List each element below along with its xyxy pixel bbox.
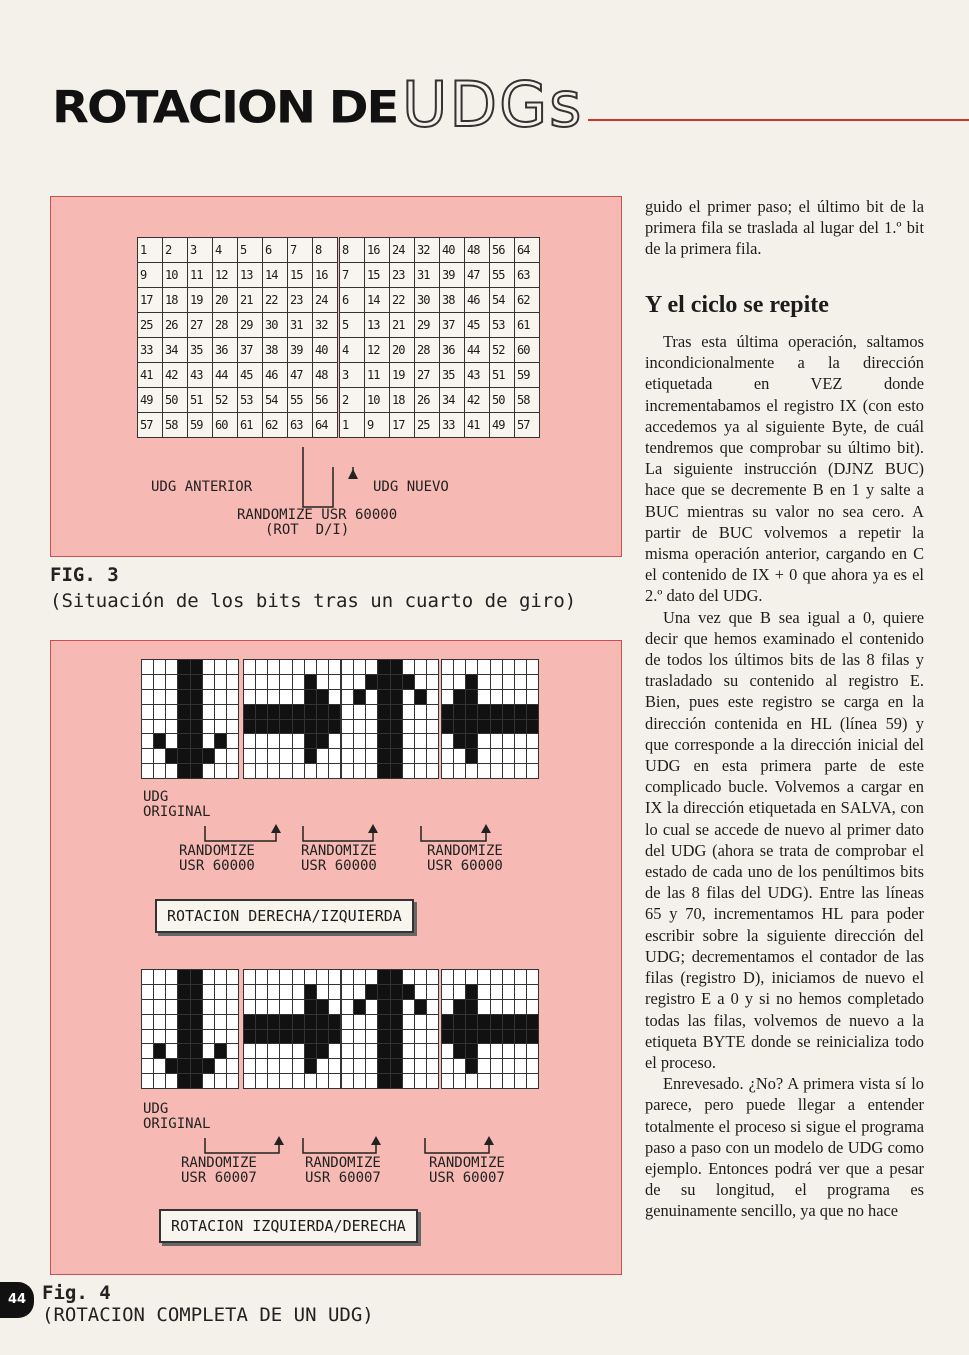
bit-cell: 25	[415, 413, 440, 438]
randomize-label: RANDOMIZE	[179, 843, 255, 859]
rotation-left-right-box: ROTACION IZQUIERDA/DERECHA	[159, 1209, 418, 1243]
bit-cell: 30	[415, 288, 440, 313]
bit-cell: 33	[138, 338, 163, 363]
bit-cell: 23	[288, 288, 313, 313]
bit-cell: 52	[490, 338, 515, 363]
bit-cell: 29	[238, 313, 263, 338]
bit-cell: 1	[138, 238, 163, 263]
bit-cell: 35	[188, 338, 213, 363]
bit-cell: 28	[415, 338, 440, 363]
randomize-label: RANDOMIZE	[181, 1155, 257, 1171]
section-subhead: Y el ciclo se repite	[645, 292, 829, 318]
bit-cell: 54	[263, 388, 288, 413]
command-randomize: RANDOMIZE USR 60000	[237, 507, 398, 523]
bit-cell: 26	[163, 313, 188, 338]
bit-cell: 3	[340, 363, 365, 388]
usr-label: USR 60000	[179, 858, 255, 874]
bit-cell: 8	[313, 238, 338, 263]
bit-cell: 34	[440, 388, 465, 413]
original-label-1: ORIGINAL	[143, 804, 211, 820]
bit-cell: 57	[515, 413, 540, 438]
title-bold: ROTACION DE	[52, 82, 398, 134]
paragraph-1: Tras esta última operación, saltamos incondicionalmente a la dirección etiquetada en VEZ donde incrementabamos el registro IX (con esto accedemos ya al siguiente Byte, de cuál tendremos que comprobar su último bit). La siguiente instrucción (DJNZ BUC) hace que se decremente B en 1 y salte a BUC mientras su valor no sea cero. A partir de BUC volvemos a repetir la misma operación anterior, cargando en C el contenido de IX + 0 que ahora ya es el 2.º dato del UDG.	[645, 332, 924, 606]
bit-cell: 41	[138, 363, 163, 388]
figure-3-panel	[50, 196, 622, 557]
bit-cell: 9	[365, 413, 390, 438]
bit-cell: 54	[490, 288, 515, 313]
usr-label: USR 60007	[181, 1170, 257, 1186]
bit-cell: 48	[313, 363, 338, 388]
bit-cell: 20	[213, 288, 238, 313]
command-rot: (ROT D/I)	[265, 522, 350, 538]
bit-cell: 36	[213, 338, 238, 363]
bit-cell: 23	[390, 263, 415, 288]
bit-cell: 14	[365, 288, 390, 313]
bit-cell: 30	[263, 313, 288, 338]
usr-label: USR 60000	[427, 858, 503, 874]
bit-cell: 21	[390, 313, 415, 338]
bit-cell: 32	[415, 238, 440, 263]
rotation-right-left-box: ROTACION DERECHA/IZQUIERDA	[155, 899, 414, 933]
title-outline: UDGs	[402, 68, 584, 141]
bit-cell: 61	[515, 313, 540, 338]
bit-cell: 55	[288, 388, 313, 413]
bit-cell: 39	[288, 338, 313, 363]
randomize-label: RANDOMIZE	[429, 1155, 505, 1171]
usr-label: USR 60000	[301, 858, 377, 874]
usr-label: USR 60007	[305, 1170, 381, 1186]
paragraph-3: Enrevesado. ¿No? A primera vista sí lo parece, pero puede llegar a entender totalmente el proceso si sigue el programa paso a paso con un modelo de UDG como ejemplo. Entonces podrá ver que a pesar de su longitud, el programa es genuinamente sencillo, ya que no hace	[645, 1074, 924, 1221]
bit-cell: 10	[163, 263, 188, 288]
bit-cell: 29	[415, 313, 440, 338]
bit-cell: 52	[213, 388, 238, 413]
bit-cell: 49	[138, 388, 163, 413]
bit-cell: 28	[213, 313, 238, 338]
bit-cell: 40	[440, 238, 465, 263]
bit-cell: 13	[365, 313, 390, 338]
bit-cell: 43	[188, 363, 213, 388]
bit-cell: 42	[163, 363, 188, 388]
bit-cell: 31	[288, 313, 313, 338]
intro-paragraph: guido el primer paso; el último bit de la primera fila se traslada al lugar del 1.º bit de la primera fila.	[645, 197, 924, 259]
bit-cell: 19	[390, 363, 415, 388]
bit-cell: 18	[390, 388, 415, 413]
bit-cell: 27	[188, 313, 213, 338]
bit-cell: 34	[163, 338, 188, 363]
bit-cell: 57	[138, 413, 163, 438]
figure-3-connector	[51, 197, 621, 556]
bit-cell: 27	[415, 363, 440, 388]
bit-cell: 20	[390, 338, 415, 363]
bit-cell: 12	[213, 263, 238, 288]
bit-cell: 2	[163, 238, 188, 263]
bit-cell: 6	[340, 288, 365, 313]
original-label-2: ORIGINAL	[143, 1116, 211, 1132]
bit-cell: 15	[288, 263, 313, 288]
bit-cell: 22	[263, 288, 288, 313]
bit-cell: 18	[163, 288, 188, 313]
bit-cell: 44	[213, 363, 238, 388]
title-rule	[588, 119, 969, 121]
bit-cell: 56	[313, 388, 338, 413]
bit-cell: 50	[490, 388, 515, 413]
usr-label: USR 60007	[429, 1170, 505, 1186]
bit-cell: 58	[163, 413, 188, 438]
bit-cell: 46	[263, 363, 288, 388]
body-text	[645, 331, 924, 1222]
bit-cell: 56	[490, 238, 515, 263]
bit-cell: 4	[340, 338, 365, 363]
bit-cell: 1	[340, 413, 365, 438]
bit-cell: 53	[238, 388, 263, 413]
bit-cell: 24	[313, 288, 338, 313]
bit-cell: 42	[465, 388, 490, 413]
bit-cell: 45	[465, 313, 490, 338]
bit-cell: 55	[490, 263, 515, 288]
bit-cell: 17	[390, 413, 415, 438]
bit-cell: 44	[465, 338, 490, 363]
fig4-caption-title: Fig. 4	[42, 1282, 111, 1304]
bit-cell: 16	[313, 263, 338, 288]
bit-cell: 62	[515, 288, 540, 313]
bit-cell: 7	[288, 238, 313, 263]
bit-cell: 43	[465, 363, 490, 388]
bit-cell: 11	[365, 363, 390, 388]
udg-label-1: UDG	[143, 789, 169, 805]
bit-cell: 6	[263, 238, 288, 263]
randomize-label: RANDOMIZE	[427, 843, 503, 859]
bit-cell: 38	[263, 338, 288, 363]
bit-cell: 58	[515, 388, 540, 413]
bit-cell: 47	[465, 263, 490, 288]
bit-cell: 5	[238, 238, 263, 263]
fig4-caption-text: (ROTACION COMPLETA DE UN UDG)	[42, 1304, 374, 1326]
bit-cell: 19	[188, 288, 213, 313]
bit-cell: 48	[465, 238, 490, 263]
bit-cell: 2	[340, 388, 365, 413]
bit-cell: 60	[213, 413, 238, 438]
bit-cell: 10	[365, 388, 390, 413]
bit-cell: 37	[440, 313, 465, 338]
bit-cell: 36	[440, 338, 465, 363]
randomize-label: RANDOMIZE	[301, 843, 377, 859]
bit-cell: 15	[365, 263, 390, 288]
bit-cell: 39	[440, 263, 465, 288]
bit-cell: 64	[313, 413, 338, 438]
bit-cell: 32	[313, 313, 338, 338]
bit-cell: 31	[415, 263, 440, 288]
bit-cell: 4	[213, 238, 238, 263]
bit-cell: 35	[440, 363, 465, 388]
label-udg-anterior: UDG ANTERIOR	[151, 479, 253, 495]
fig3-caption-text: (Situación de los bits tras un cuarto de giro)	[50, 590, 577, 612]
fig3-caption-title: FIG. 3	[50, 564, 119, 586]
bit-cell: 24	[390, 238, 415, 263]
bit-cell: 45	[238, 363, 263, 388]
bit-cell: 51	[490, 363, 515, 388]
figure-4-panel	[50, 640, 622, 1275]
bit-cell: 9	[138, 263, 163, 288]
bit-cell: 51	[188, 388, 213, 413]
bit-cell: 14	[263, 263, 288, 288]
bit-cell: 7	[340, 263, 365, 288]
bit-cell: 13	[238, 263, 263, 288]
bit-cell: 16	[365, 238, 390, 263]
bit-cell: 22	[390, 288, 415, 313]
bit-cell: 5	[340, 313, 365, 338]
bit-cell: 26	[415, 388, 440, 413]
bit-cell: 50	[163, 388, 188, 413]
bit-cell: 8	[340, 238, 365, 263]
bit-cell: 59	[188, 413, 213, 438]
bit-cell: 41	[465, 413, 490, 438]
bit-cell: 59	[515, 363, 540, 388]
bit-cell: 37	[238, 338, 263, 363]
bit-cell: 63	[515, 263, 540, 288]
bit-cell: 47	[288, 363, 313, 388]
bit-cell: 11	[188, 263, 213, 288]
bit-cell: 21	[238, 288, 263, 313]
bit-cell: 53	[490, 313, 515, 338]
bit-cell: 64	[515, 238, 540, 263]
bit-cell: 61	[238, 413, 263, 438]
udg-label-2: UDG	[143, 1101, 169, 1117]
bit-cell: 25	[138, 313, 163, 338]
bit-cell: 60	[515, 338, 540, 363]
bit-cell: 38	[440, 288, 465, 313]
bit-cell: 12	[365, 338, 390, 363]
bit-cell: 49	[490, 413, 515, 438]
paragraph-2: Una vez que B sea igual a 0, quiere decir que hemos examinado el contenido de todos los últimos bits de las 8 filas y trasladado su contenido al registro E. Bien, pues este registro se carga en la dirección contenida en HL (línea 59) y que corresponde a la dirección inicial del UDG en esta primera parte de este complicado bucle. Volvemos a cargar en IX la dirección etiquetada en SALVA, con lo cual se accede de nuevo al primer dato del UDG (ahora se trata de comprobar el estado de cada uno de los penúltimos bits de las 8 filas del UDG). Entre las líneas 65 y 70, incrementamos HL para poder escribir sobre la siguiente dirección del UDG; decrementamos el contador de las filas (registro D), iniciamos de nuevo el registro E a 0 y si no hemos completado todas las filas, volvemos de nuevo a la etiqueta BYTE donde se reinicializa todo el proceso.	[645, 607, 924, 1072]
bit-cell: 17	[138, 288, 163, 313]
page-number: 44	[0, 1282, 34, 1318]
bit-cell: 40	[313, 338, 338, 363]
bit-cell: 62	[263, 413, 288, 438]
bit-cell: 46	[465, 288, 490, 313]
bit-cell: 3	[188, 238, 213, 263]
bit-cell: 33	[440, 413, 465, 438]
randomize-label: RANDOMIZE	[305, 1155, 381, 1171]
label-udg-nuevo: UDG NUEVO	[373, 479, 449, 495]
bit-cell: 63	[288, 413, 313, 438]
